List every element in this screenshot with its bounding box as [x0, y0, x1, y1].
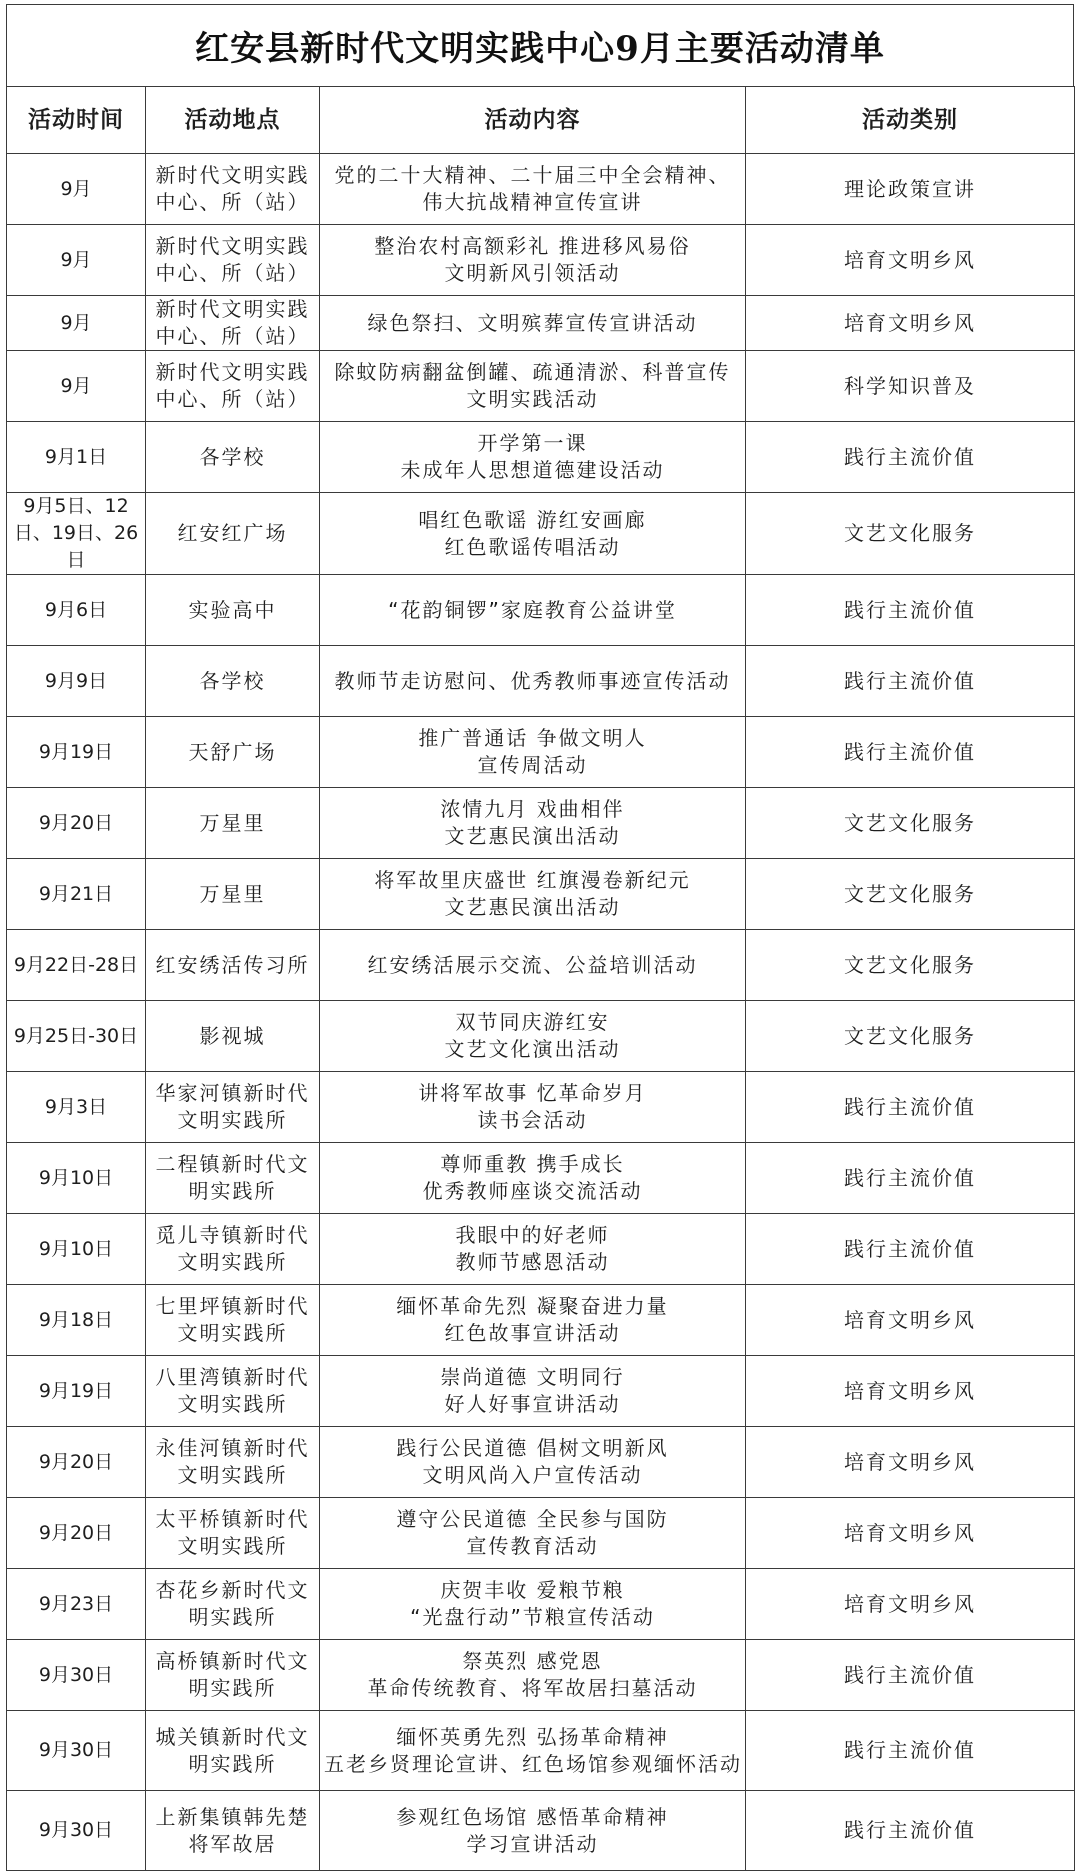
page-title: 红安县新时代文明实践中心9月主要活动清单	[6, 4, 1074, 86]
cell-content-line: 将军故里庆盛世 红旗漫卷新纪元	[374, 868, 691, 892]
cell-category: 文艺文化服务	[746, 493, 1075, 575]
cell-time: 9月25日-30日	[7, 1001, 146, 1072]
cell-content-line: 红安绣活展示交流、公益培训活动	[367, 952, 698, 977]
cell-content	[320, 1072, 746, 1143]
cell-time: 9月23日	[7, 1569, 146, 1640]
table-row	[7, 930, 1075, 1001]
table-row	[7, 646, 1075, 717]
cell-category: 培育文明乡风	[746, 1285, 1075, 1356]
cell-category: 培育文明乡风	[746, 1427, 1075, 1498]
cell-content-line: 推广普通话 争做文明人	[418, 726, 647, 750]
cell-content-line: 文明新风引领活动	[444, 261, 621, 285]
cell-time: 9月1日	[7, 422, 146, 493]
cell-content-line: 文艺文化演出活动	[444, 1037, 621, 1061]
cell-content-line: “花韵铜锣”家庭教育公益讲堂	[388, 597, 677, 622]
table-row	[7, 493, 1075, 575]
cell-place: 太平桥镇新时代文明实践所	[146, 1498, 320, 1569]
cell-content-line: 教师节走访慰问、优秀教师事迹宣传活动	[334, 668, 731, 693]
cell-category: 践行主流价值	[746, 1791, 1075, 1871]
table-row	[7, 1711, 1075, 1791]
cell-time: 9月9日	[7, 646, 146, 717]
cell-place: 各学校	[146, 646, 320, 717]
header-time: 活动时间	[7, 87, 146, 154]
cell-category: 践行主流价值	[746, 422, 1075, 493]
cell-content	[320, 296, 746, 351]
cell-time: 9月10日	[7, 1214, 146, 1285]
activity-sheet	[6, 4, 1074, 1871]
table-row	[7, 1356, 1075, 1427]
header-place: 活动地点	[146, 87, 320, 154]
table-row	[7, 1427, 1075, 1498]
cell-content	[320, 788, 746, 859]
cell-content-line: 读书会活动	[477, 1108, 588, 1132]
activity-table	[6, 86, 1075, 1871]
cell-content	[320, 1214, 746, 1285]
cell-time: 9月20日	[7, 1427, 146, 1498]
cell-category: 文艺文化服务	[746, 1001, 1075, 1072]
cell-place: 天舒广场	[146, 717, 320, 788]
cell-content-line: 宣传周活动	[477, 753, 588, 777]
cell-time: 9月3日	[7, 1072, 146, 1143]
cell-category: 培育文明乡风	[746, 1498, 1075, 1569]
cell-place: 觅儿寺镇新时代文明实践所	[146, 1214, 320, 1285]
cell-content	[320, 225, 746, 296]
cell-place: 永佳河镇新时代文明实践所	[146, 1427, 320, 1498]
cell-category: 理论政策宣讲	[746, 154, 1075, 225]
cell-time: 9月20日	[7, 1498, 146, 1569]
cell-content-line: 浓情九月 戏曲相伴	[440, 797, 625, 821]
cell-place: 新时代文明实践中心、所（站）	[146, 351, 320, 422]
cell-time: 9月19日	[7, 717, 146, 788]
cell-content	[320, 646, 746, 717]
table-header-row	[7, 87, 1075, 154]
cell-place: 实验高中	[146, 575, 320, 646]
cell-time: 9月19日	[7, 1356, 146, 1427]
table-row	[7, 1285, 1075, 1356]
cell-time: 9月	[7, 225, 146, 296]
cell-content	[320, 1711, 746, 1791]
cell-place: 杏花乡新时代文明实践所	[146, 1569, 320, 1640]
cell-content-line: 五老乡贤理论宣讲、红色场馆参观缅怀活动	[324, 1751, 742, 1776]
cell-category: 践行主流价值	[746, 1214, 1075, 1285]
table-row	[7, 859, 1075, 930]
cell-content-line: 文明实践活动	[466, 387, 599, 411]
table-row	[7, 717, 1075, 788]
cell-content-line: 文明风尚入户宣传活动	[422, 1463, 643, 1487]
cell-content	[320, 154, 746, 225]
cell-place: 城关镇新时代文明实践所	[146, 1711, 320, 1791]
cell-content	[320, 1427, 746, 1498]
table-row	[7, 1791, 1075, 1871]
table-row	[7, 154, 1075, 225]
cell-content-line: 参观红色场馆 感悟革命精神	[396, 1804, 669, 1829]
cell-content-line: 文艺惠民演出活动	[444, 824, 621, 848]
table-body	[7, 154, 1075, 1871]
cell-content	[320, 351, 746, 422]
cell-content-line: 文艺惠民演出活动	[444, 895, 621, 919]
header-category: 活动类别	[746, 87, 1075, 154]
cell-time: 9月22日-28日	[7, 930, 146, 1001]
table-row	[7, 1569, 1075, 1640]
cell-category: 践行主流价值	[746, 1072, 1075, 1143]
cell-content	[320, 717, 746, 788]
cell-time: 9月10日	[7, 1143, 146, 1214]
cell-content	[320, 1143, 746, 1214]
cell-place: 新时代文明实践中心、所（站）	[146, 225, 320, 296]
table-row	[7, 1214, 1075, 1285]
cell-content-line: 尊师重教 携手成长	[440, 1152, 625, 1176]
cell-content	[320, 1498, 746, 1569]
cell-content-line: 好人好事宣讲活动	[444, 1392, 621, 1416]
cell-content	[320, 422, 746, 493]
table-row	[7, 225, 1075, 296]
cell-category: 培育文明乡风	[746, 1356, 1075, 1427]
cell-content-line: 伟大抗战精神宣传宣讲	[422, 190, 643, 214]
cell-content-line: 红色故事宣讲活动	[444, 1321, 621, 1345]
cell-category: 文艺文化服务	[746, 859, 1075, 930]
cell-category: 践行主流价值	[746, 1143, 1075, 1214]
cell-time: 9月30日	[7, 1791, 146, 1871]
cell-time: 9月6日	[7, 575, 146, 646]
cell-content	[320, 1356, 746, 1427]
cell-time: 9月20日	[7, 788, 146, 859]
cell-place: 华家河镇新时代文明实践所	[146, 1072, 320, 1143]
cell-place: 红安红广场	[146, 493, 320, 575]
cell-content	[320, 1791, 746, 1871]
cell-place: 二程镇新时代文明实践所	[146, 1143, 320, 1214]
cell-content-line: 开学第一课	[477, 431, 588, 455]
cell-content-line: 缅怀革命先烈 凝聚奋进力量	[396, 1294, 669, 1318]
cell-content	[320, 1285, 746, 1356]
cell-category: 培育文明乡风	[746, 225, 1075, 296]
cell-content-line: 整治农村高额彩礼 推进移风易俗	[374, 234, 691, 258]
cell-content-line: 革命传统教育、将军故居扫墓活动	[367, 1676, 698, 1700]
cell-category: 践行主流价值	[746, 1711, 1075, 1791]
cell-time: 9月18日	[7, 1285, 146, 1356]
cell-content-line: 除蚊防病翻盆倒罐、疏通清淤、科普宣传	[334, 360, 731, 384]
cell-category: 科学知识普及	[746, 351, 1075, 422]
cell-category: 培育文明乡风	[746, 296, 1075, 351]
cell-content-line: 崇尚道德 文明同行	[440, 1365, 625, 1389]
table-row	[7, 422, 1075, 493]
cell-content-line: 优秀教师座谈交流活动	[422, 1179, 643, 1203]
cell-place: 影视城	[146, 1001, 320, 1072]
cell-content	[320, 859, 746, 930]
cell-time: 9月	[7, 351, 146, 422]
cell-place: 七里坪镇新时代文明实践所	[146, 1285, 320, 1356]
cell-content-line: 践行公民道德 倡树文明新风	[396, 1436, 669, 1460]
table-row	[7, 1143, 1075, 1214]
header-content: 活动内容	[320, 87, 746, 154]
table-row	[7, 788, 1075, 859]
cell-place: 万星里	[146, 859, 320, 930]
cell-content-line: 绿色祭扫、文明殡葬宣传宣讲活动	[367, 310, 698, 335]
cell-content-line: 学习宣讲活动	[466, 1831, 599, 1856]
cell-place: 各学校	[146, 422, 320, 493]
table-row	[7, 1072, 1075, 1143]
cell-content-line: 祭英烈 感党恩	[462, 1649, 603, 1673]
cell-content-line: 缅怀英勇先烈 弘扬革命精神	[396, 1724, 669, 1749]
cell-content	[320, 575, 746, 646]
cell-content-line: 唱红色歌谣 游红安画廊	[418, 507, 647, 532]
cell-category: 践行主流价值	[746, 717, 1075, 788]
cell-content	[320, 493, 746, 575]
cell-content-line: 未成年人思想道德建设活动	[400, 458, 665, 482]
cell-content-line: 红色歌谣传唱活动	[444, 534, 621, 559]
cell-time: 9月21日	[7, 859, 146, 930]
table-row	[7, 296, 1075, 351]
cell-content	[320, 1640, 746, 1711]
cell-place: 万星里	[146, 788, 320, 859]
cell-category: 践行主流价值	[746, 1640, 1075, 1711]
cell-content-line: 讲将军故事 忆革命岁月	[418, 1081, 647, 1105]
cell-content-line: 双节同庆游红安	[455, 1010, 610, 1034]
table-row	[7, 1001, 1075, 1072]
cell-content-line: 宣传教育活动	[466, 1534, 599, 1558]
cell-content-line: 党的二十大精神、二十届三中全会精神、	[334, 163, 731, 187]
cell-category: 文艺文化服务	[746, 788, 1075, 859]
cell-place: 新时代文明实践中心、所（站）	[146, 296, 320, 351]
table-row	[7, 575, 1075, 646]
cell-content-line: 遵守公民道德 全民参与国防	[396, 1507, 669, 1531]
cell-time: 9月30日	[7, 1640, 146, 1711]
cell-content	[320, 930, 746, 1001]
cell-content-line: 我眼中的好老师	[455, 1223, 610, 1247]
table-row	[7, 351, 1075, 422]
cell-category: 践行主流价值	[746, 646, 1075, 717]
cell-content-line: 教师节感恩活动	[455, 1250, 610, 1274]
cell-time: 9月	[7, 154, 146, 225]
cell-time: 9月30日	[7, 1711, 146, 1791]
cell-place: 新时代文明实践中心、所（站）	[146, 154, 320, 225]
cell-category: 培育文明乡风	[746, 1569, 1075, 1640]
table-row	[7, 1640, 1075, 1711]
cell-category: 文艺文化服务	[746, 930, 1075, 1001]
cell-place: 高桥镇新时代文明实践所	[146, 1640, 320, 1711]
cell-content-line: 庆贺丰收 爱粮节粮	[440, 1578, 625, 1602]
cell-time: 9月	[7, 296, 146, 351]
cell-content-line: “光盘行动”节粮宣传活动	[410, 1605, 655, 1629]
cell-content	[320, 1569, 746, 1640]
table-row	[7, 1498, 1075, 1569]
cell-place: 上新集镇韩先楚将军故居	[146, 1791, 320, 1871]
cell-content	[320, 1001, 746, 1072]
cell-time: 9月5日、12日、19日、26日	[7, 493, 146, 575]
cell-place: 八里湾镇新时代文明实践所	[146, 1356, 320, 1427]
cell-category: 践行主流价值	[746, 575, 1075, 646]
cell-place: 红安绣活传习所	[146, 930, 320, 1001]
